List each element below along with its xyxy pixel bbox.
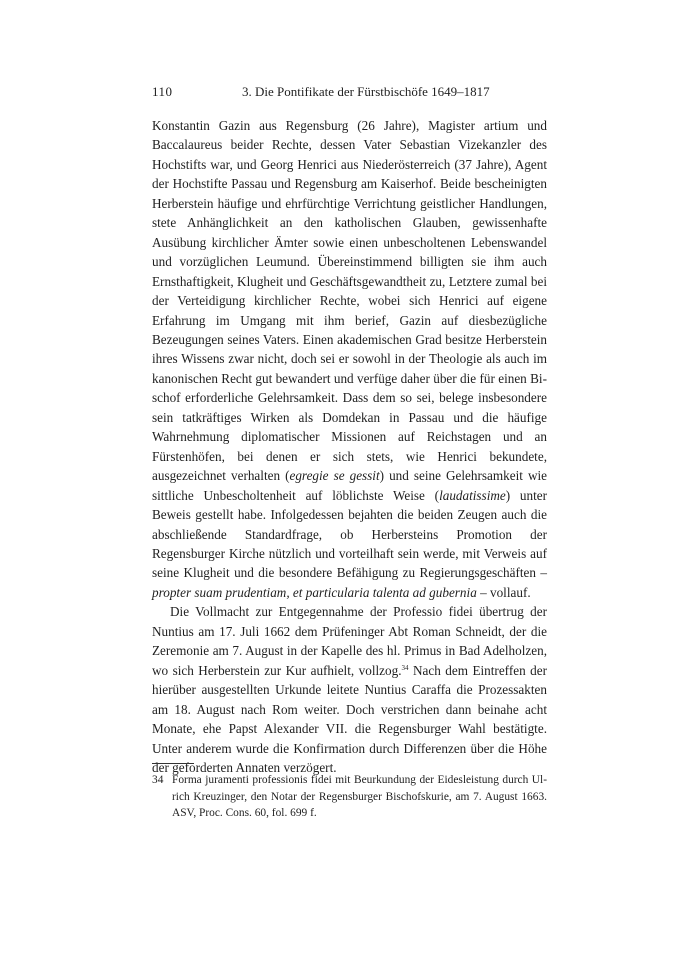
footnote-number: 34 [152, 774, 164, 786]
footnote-reference[interactable]: 34 [401, 663, 409, 672]
footnote-text: Forma juramenti professionis fidei mit Beurkundung der Eidesleistung durch Ulrich Kreuzinger, den Notar der Regensburger Bischofskurie, am 7. August 1663. ASV, Proc. Cons. 60, fol. 699 f. [172, 774, 547, 819]
paragraph-1-text-b: ) und seine Gelehrsamkeit wie sittliche Unbescholtenheit auf löblichste Weise ( [152, 468, 547, 503]
paragraph-2-text-b: Nach dem Eintreffen der hierüber ausgestellten Urkunde leitete Nuntius Caraffa die Prozessakten am 18. August nach Rom weiter. Doch verstrichen dann beinahe acht Monate, ehe Papst Alexander VII. die Regensburger Wahl bestätigte. Unter anderem wurde die Konfirmation durch Differenzen über die Höhe der geforderten Annaten verzögert. [152, 662, 547, 775]
running-title: 3. Die Pontifikate der Fürstbischöfe 1649–1817 [242, 84, 490, 99]
footnote-34 [152, 772, 547, 822]
latin-quote-prudentiam: propter suam prudentiam, et particularia talenta ad gubernia [152, 584, 477, 600]
paragraph-2 [152, 602, 547, 777]
paragraph-1-text-a: Konstantin Gazin aus Regensburg (26 Jahre), Magister artium und Baccalaureus beider Rechte, dessen Vater Sebastian Vizekanzler des Hochstifts war, und Georg Henrici aus Niederösterreich (37 Jahre), Agent der Hochstifte Passau und Regensburg am Kaiserhof. Beide bescheinigten Herberstein häufige und ehrfürchtige Verrichtung geistlicher Handlungen, stete Anhänglichkeit an den katholischen Glauben, gewissenhafte Ausübung kirchlicher Ämter sowie einen unbescholtenen Lebenswandel und vorzüglichen Leumund. Übereinstimmend billigten sie ihm auch Ernsthaftigkeit, Klugheit und Geschäftsgewandtheit zu, Letztere zumal bei der Verteidigung kirchlicher Rechte, wobei sich Henrici auf eigene Erfahrung im Umgang mit ihm berief, Gazin auf diesbezügliche Bezeugungen seines Vaters. Einen akademischen Grad besitze Herberstein ihres Wissens zwar nicht, doch sei er sowohl in der Theologie als auch im kanonischen Recht gut bewandert und verfüge daher über die für einen Bischof erforderliche Gelehrsamkeit. Dass dem so sei, belege insbesondere sein tatkräftiges Wirken als Domdekan in Passau und die häufige Wahrnehmung diplomatischer Missionen auf Reichstagen und an Fürstenhöfen, bei denen er sich stets, wie Henrici bekundete, ausgezeichnet verhalten ( [152, 118, 547, 484]
paragraph-2-text-a: Die Vollmacht zur Entgegennahme der Professio fidei übertrug der Nuntius am 17. Juli 1662 dem Prüfeninger Abt Roman Schneidt, der die Zeremonie am 7. August in der Kapelle des hl. Primus in Bad Adelholzen, wo sich Herberstein zur Kur aufhielt, vollzog. [152, 604, 547, 678]
paragraph-1-text-c: ) unter Beweis gestellt habe. Infolgedessen bejahten die beiden Zeugen auch die abschließende Standardfrage, ob Herbersteins Promotion der Regensburger Kirche nützlich und vorteilhaft sein werde, mit Verweis auf seine Klugheit und die besondere Befähigung zu Regierungsgeschäften – [152, 487, 547, 581]
paragraph-1-text-d: – vollauf. [476, 584, 531, 600]
paragraph-1 [152, 116, 547, 602]
body-text [152, 116, 547, 777]
latin-quote-egregie: egregie se gessit [289, 468, 380, 484]
running-head [152, 82, 547, 102]
book-page [152, 0, 547, 965]
footnote-divider [152, 763, 194, 764]
page-number: 110 [152, 84, 173, 99]
latin-quote-laudatissime: laudatissime [439, 487, 506, 503]
